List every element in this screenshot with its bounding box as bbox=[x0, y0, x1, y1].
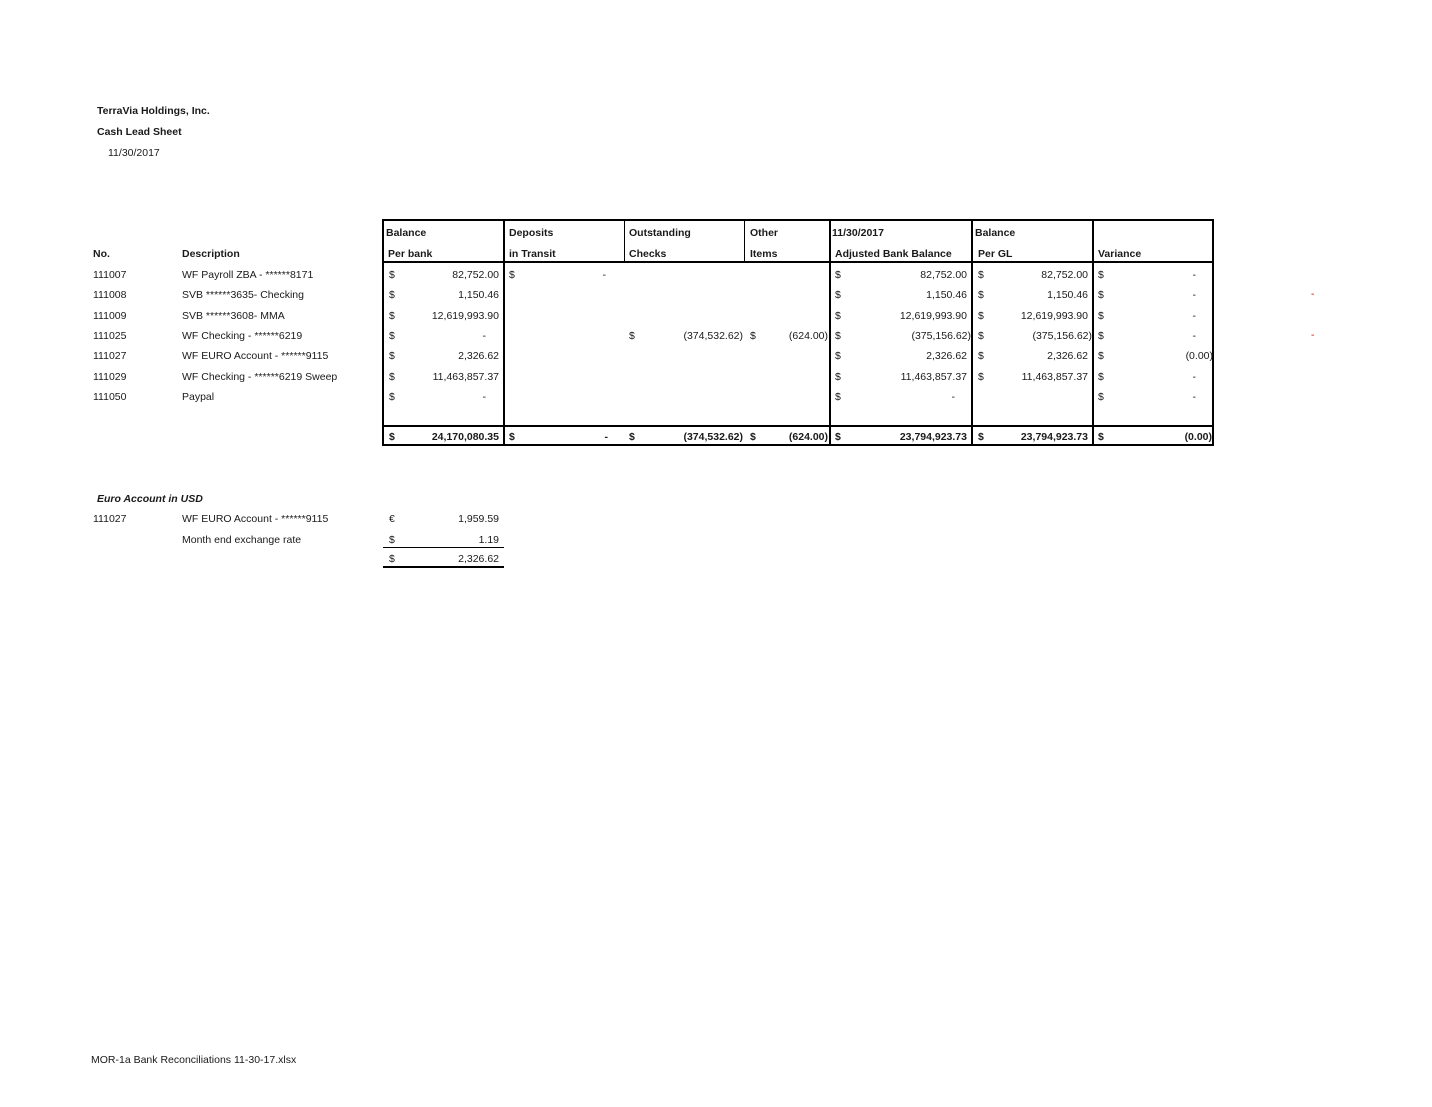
euro-account-number: 111027 bbox=[93, 513, 127, 525]
variance-value: - bbox=[1192, 289, 1196, 301]
company-name: TerraVia Holdings, Inc. bbox=[97, 105, 210, 117]
account-number: 111007 bbox=[93, 269, 127, 281]
account-description: WF Checking - ******6219 Sweep bbox=[182, 371, 338, 383]
col-divider bbox=[829, 220, 831, 445]
col-divider bbox=[503, 220, 505, 445]
total-double-rule bbox=[383, 566, 504, 568]
variance-value: - bbox=[1192, 269, 1196, 281]
currency-symbol: $ bbox=[629, 431, 635, 443]
adjusted-balance-value: - bbox=[951, 391, 955, 403]
red-check-mark: - bbox=[1311, 330, 1315, 341]
col-divider bbox=[971, 220, 973, 445]
currency-symbol: $ bbox=[389, 534, 395, 546]
euro-account-description: WF EURO Account - ******9115 bbox=[182, 513, 329, 525]
exchange-rate-value: 1.19 bbox=[478, 534, 499, 546]
red-check-mark: - bbox=[1311, 289, 1315, 300]
col-divider bbox=[624, 220, 625, 262]
totals-rule bbox=[383, 425, 1213, 427]
account-number: 111008 bbox=[93, 289, 127, 301]
account-description: WF Checking - ******6219 bbox=[182, 330, 303, 342]
currency-symbol: $ bbox=[389, 310, 395, 322]
adjusted-balance-value: 2,326.62 bbox=[926, 350, 967, 362]
currency-symbol: $ bbox=[835, 289, 841, 301]
exchange-rate-label: Month end exchange rate bbox=[182, 534, 302, 546]
currency-symbol: $ bbox=[835, 310, 841, 322]
per-gl-value: (375,156.62) bbox=[1032, 330, 1092, 342]
per-gl-value: 1,150.46 bbox=[1047, 289, 1088, 301]
currency-symbol: $ bbox=[835, 391, 841, 403]
col-header-per-bank-line2: Per bank bbox=[388, 248, 433, 260]
per-bank-value: 82,752.00 bbox=[452, 269, 499, 281]
currency-symbol: $ bbox=[509, 269, 515, 281]
subtotal-rule bbox=[383, 547, 504, 548]
adjusted-balance-value: 11,463,857.37 bbox=[900, 371, 967, 383]
adjusted-balance-value: 82,752.00 bbox=[920, 269, 967, 281]
other-items-value: (624.00) bbox=[788, 330, 828, 342]
currency-symbol: $ bbox=[835, 269, 841, 281]
currency-symbol: $ bbox=[1098, 350, 1104, 362]
currency-symbol: $ bbox=[750, 431, 756, 443]
col-divider bbox=[1092, 220, 1094, 445]
col-divider bbox=[744, 220, 745, 262]
adjusted-balance-value: 1,150.46 bbox=[926, 289, 967, 301]
currency-symbol: $ bbox=[978, 289, 984, 301]
header-rule bbox=[383, 261, 1213, 263]
col-header-oc-line1: Outstanding bbox=[629, 227, 691, 239]
col-header-oc-line2: Checks bbox=[629, 248, 667, 260]
per-bank-value: - bbox=[482, 391, 486, 403]
adjusted-balance-value: 12,619,993.90 bbox=[899, 310, 967, 322]
per-bank-value: 1,150.46 bbox=[458, 289, 499, 301]
currency-symbol: $ bbox=[1098, 310, 1104, 322]
account-number: 111029 bbox=[93, 371, 127, 383]
currency-symbol: $ bbox=[835, 431, 841, 443]
currency-symbol: $ bbox=[835, 371, 841, 383]
currency-symbol: $ bbox=[389, 330, 395, 342]
account-number: 111025 bbox=[93, 330, 127, 342]
per-bank-value: 2,326.62 bbox=[458, 350, 499, 362]
currency-symbol: $ bbox=[1098, 391, 1104, 403]
currency-symbol: $ bbox=[978, 269, 984, 281]
outstanding-checks-value: (374,532.62) bbox=[683, 330, 743, 342]
currency-symbol: $ bbox=[978, 350, 984, 362]
col-header-other-line1: Other bbox=[750, 227, 779, 239]
variance-value: (0.00) bbox=[1185, 350, 1213, 362]
currency-symbol: $ bbox=[389, 391, 395, 403]
currency-symbol: $ bbox=[978, 330, 984, 342]
currency-symbol: $ bbox=[835, 350, 841, 362]
adjusted-balance-value: (375,156.62) bbox=[911, 330, 971, 342]
currency-symbol: $ bbox=[1098, 431, 1104, 443]
col-header-adj-line2: Adjusted Bank Balance bbox=[835, 248, 952, 260]
currency-symbol: $ bbox=[389, 269, 395, 281]
currency-symbol: $ bbox=[835, 330, 841, 342]
footer-filename: MOR-1a Bank Reconciliations 11-30-17.xlsx bbox=[91, 1054, 297, 1066]
per-bank-value: 11,463,857.37 bbox=[432, 371, 499, 383]
total-per-gl: 23,794,923.73 bbox=[1020, 431, 1088, 443]
account-description: SVB ******3635- Checking bbox=[182, 289, 304, 301]
total-outstanding-checks: (374,532.62) bbox=[683, 431, 743, 443]
per-gl-value: 12,619,993.90 bbox=[1020, 310, 1088, 322]
currency-symbol: $ bbox=[389, 350, 395, 362]
total-other-items: (624.00) bbox=[788, 431, 828, 443]
total-variance: (0.00) bbox=[1184, 431, 1212, 443]
currency-symbol: $ bbox=[389, 553, 395, 565]
euro-section-title: Euro Account in USD bbox=[97, 493, 203, 505]
account-number: 111009 bbox=[93, 310, 127, 322]
usd-amount: 2,326.62 bbox=[458, 553, 499, 565]
col-header-no: No. bbox=[93, 248, 110, 260]
currency-symbol: $ bbox=[389, 371, 395, 383]
per-bank-value: - bbox=[482, 330, 486, 342]
sheet-title: Cash Lead Sheet bbox=[97, 126, 182, 138]
total-per-bank: 24,170,080.35 bbox=[431, 431, 499, 443]
euro-symbol: € bbox=[389, 513, 395, 525]
variance-value: - bbox=[1192, 330, 1196, 342]
currency-symbol: $ bbox=[1098, 269, 1104, 281]
variance-value: - bbox=[1192, 310, 1196, 322]
account-description: WF EURO Account - ******9115 bbox=[182, 350, 329, 362]
col-header-variance: Variance bbox=[1098, 248, 1142, 260]
col-header-dit-line2: in Transit bbox=[509, 248, 556, 260]
per-gl-value: 82,752.00 bbox=[1041, 269, 1088, 281]
account-description: Paypal bbox=[182, 391, 215, 403]
col-header-dit-line1: Deposits bbox=[509, 227, 554, 239]
per-gl-value: 2,326.62 bbox=[1047, 350, 1088, 362]
account-description: SVB ******3608- MMA bbox=[182, 310, 285, 322]
currency-symbol: $ bbox=[389, 431, 395, 443]
currency-symbol: $ bbox=[389, 289, 395, 301]
col-header-gl-line1: Balance bbox=[975, 227, 1016, 239]
total-deposits-in-transit: - bbox=[604, 431, 608, 443]
account-number: 111027 bbox=[93, 350, 127, 362]
account-number: 111050 bbox=[93, 391, 127, 403]
col-header-gl-line2: Per GL bbox=[978, 248, 1013, 260]
account-description: WF Payroll ZBA - ******8171 bbox=[182, 269, 314, 281]
currency-symbol: $ bbox=[978, 310, 984, 322]
variance-value: - bbox=[1192, 371, 1196, 383]
currency-symbol: $ bbox=[1098, 289, 1104, 301]
currency-symbol: $ bbox=[750, 330, 756, 342]
currency-symbol: $ bbox=[509, 431, 515, 443]
variance-value: - bbox=[1192, 391, 1196, 403]
euro-amount: 1,959.59 bbox=[458, 513, 499, 525]
col-header-per-bank-line1: Balance bbox=[386, 227, 427, 239]
currency-symbol: $ bbox=[1098, 371, 1104, 383]
total-adjusted-balance: 23,794,923.73 bbox=[899, 431, 967, 443]
col-header-adj-line1: 11/30/2017 bbox=[832, 227, 884, 239]
currency-symbol: $ bbox=[978, 431, 984, 443]
sheet-date: 11/30/2017 bbox=[108, 147, 160, 159]
col-header-other-line2: Items bbox=[750, 248, 778, 260]
per-bank-value: 12,619,993.90 bbox=[431, 310, 499, 322]
per-gl-value: 11,463,857.37 bbox=[1021, 371, 1088, 383]
currency-symbol: $ bbox=[629, 330, 635, 342]
currency-symbol: $ bbox=[978, 371, 984, 383]
currency-symbol: $ bbox=[1098, 330, 1104, 342]
deposits-in-transit-value: - bbox=[602, 269, 606, 281]
col-header-description: Description bbox=[182, 248, 240, 260]
